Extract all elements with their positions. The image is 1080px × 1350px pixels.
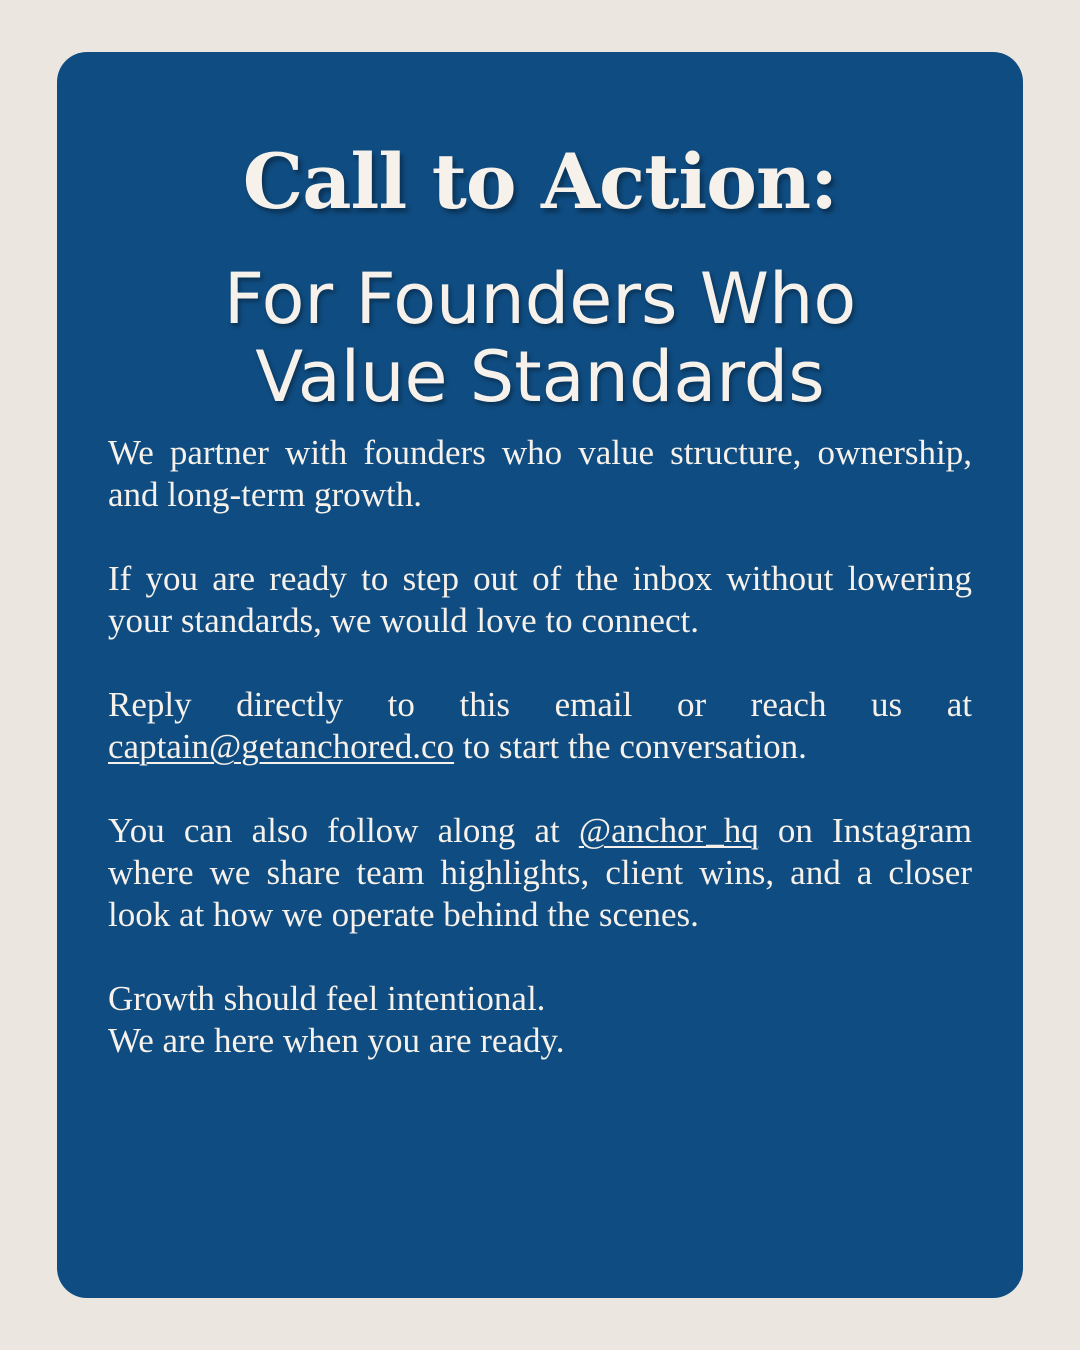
follow-text-before: You can also follow along at	[108, 811, 579, 850]
paragraph-ready: If you are ready to step out of the inbox without lowering your standards, we would love to connect.	[108, 559, 972, 640]
closing-line-2: We are here when you are ready.	[108, 1021, 565, 1060]
card-title: Call to Action:	[242, 137, 838, 226]
subtitle-line-2: Value Standards	[255, 336, 825, 418]
paragraph-reply	[108, 684, 972, 768]
follow-text-after: on Instagram where we share team highlights, client wins, and a closer look at how we operate behind the scenes.	[108, 811, 972, 934]
closing-line-1: Growth should feel intentional.	[108, 979, 546, 1018]
card-subtitle	[57, 260, 1023, 416]
email-link[interactable]: captain@getanchored.co	[108, 727, 455, 766]
paragraph-closing	[108, 978, 972, 1062]
reply-text-before: Reply directly to this email or reach us at	[108, 685, 972, 724]
subtitle-line-1: For Founders Who	[223, 258, 857, 340]
paragraph-follow	[108, 810, 972, 936]
body-copy	[108, 432, 972, 1104]
reply-text-after: to start the conversation.	[454, 727, 807, 766]
instagram-handle-link[interactable]: @anchor_hq	[578, 811, 759, 850]
paragraph-partner: We partner with founders who value structure, ownership, and long-term growth.	[108, 433, 972, 514]
